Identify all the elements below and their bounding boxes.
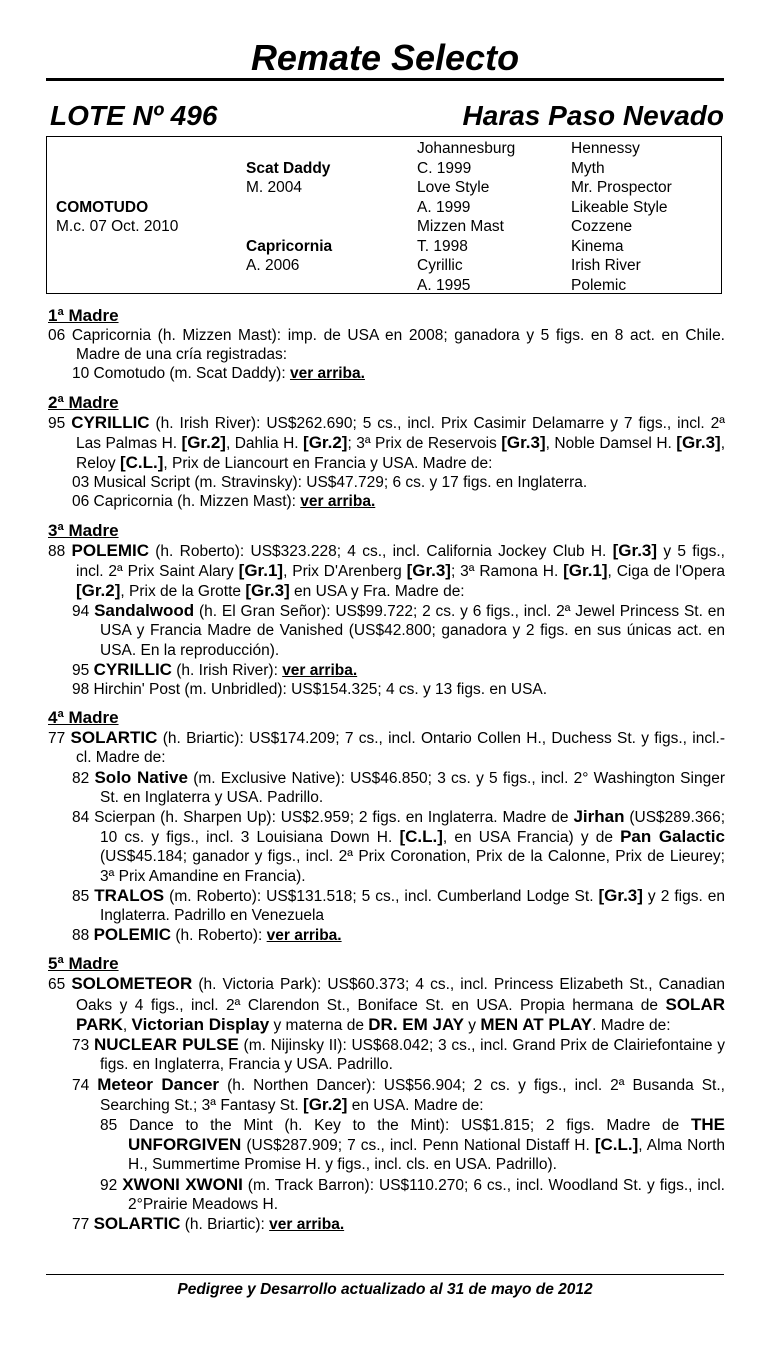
ver-arriba-link[interactable]: ver arriba. bbox=[289, 365, 365, 383]
ggp-cell: Myth bbox=[571, 160, 605, 177]
ggp-cell: Kinema bbox=[571, 238, 624, 255]
gp-cell: Cyrillic bbox=[417, 257, 463, 274]
gp-cell: C. 1999 bbox=[417, 160, 472, 177]
entry: 98 Hirchin' Post (m. Unbridled): US$154.325; 4 cs. y 13 figs. en USA. bbox=[72, 681, 548, 699]
dam-line-content bbox=[48, 305, 725, 1234]
ver-arriba-link[interactable]: ver arriba. bbox=[300, 493, 376, 511]
entry: 03 Musical Script (m. Stravinsky): US$47.729; 6 cs. y 17 figs. en Inglaterra. bbox=[72, 474, 588, 492]
entry: 82 Solo Native (m. Exclusive Native): US$46.850; 3 cs. y 5 figs., incl. 2° Washington Singer St. en Inglaterra y USA. Padrillo. bbox=[72, 767, 725, 806]
section-madre-5 bbox=[48, 953, 725, 1234]
ggp-cell: Hennessy bbox=[571, 140, 640, 157]
section-heading: 4ª Madre bbox=[48, 708, 119, 728]
page-title: Remate Selecto bbox=[250, 37, 520, 78]
entry: 85 TRALOS (m. Roberto): US$131.518; 5 cs., incl. Cumberland Lodge St. [Gr.3] y 2 figs. en Inglaterra. Padrillo en Venezuela bbox=[72, 885, 725, 925]
entry: 92 XWONI XWONI (m. Track Barron): US$110.270; 6 cs., incl. Woodland St. y figs., incl. 2°Prairie Meadows H. bbox=[100, 1174, 725, 1213]
haras-name: Haras Paso Nevado bbox=[462, 100, 724, 131]
section-heading: 1ª Madre bbox=[48, 306, 119, 325]
title-rule bbox=[46, 78, 724, 81]
sire-info: M. 2004 bbox=[246, 179, 303, 196]
horse-info: M.c. 07 Oct. 2010 bbox=[56, 218, 179, 235]
footer-rule bbox=[46, 1274, 724, 1275]
ggp-cell: Likeable Style bbox=[571, 199, 668, 216]
section-madre-4 bbox=[48, 707, 725, 945]
entry: 74 Meteor Dancer (h. Northen Dancer): US$56.904; 2 cs. y figs., incl. 2ª Busanda St., Searching St.; 3ª Fantasy St. [Gr.2] en USA. Madre de: bbox=[72, 1074, 725, 1114]
section-madre-3 bbox=[48, 520, 725, 700]
ggp-cell: Irish River bbox=[571, 257, 641, 274]
entry: 95 CYRILLIC (h. Irish River): US$262.690; 5 cs., incl. Prix Casimir Delamarre y 7 figs., incl. 2ª Las Palmas H. [Gr.2], Dahlia H. [Gr.2]; 3ª Prix de Reservois [Gr.3], Noble Damsel H. [Gr.3], Reloy [C.L.], Prix de Liancourt en Francia y USA. Madre de: bbox=[48, 412, 725, 473]
gp-cell: Mizzen Mast bbox=[417, 218, 504, 235]
entry: 06 Capricornia (h. Mizzen Mast): imp. de USA en 2008; ganadora y 5 figs. en 8 act. en Chile. Madre de una cría registradas: bbox=[48, 327, 725, 364]
section-heading: 5ª Madre bbox=[48, 954, 119, 974]
section-madre-1 bbox=[48, 305, 725, 384]
ggp-cell: Polemic bbox=[571, 277, 627, 294]
entry: 77 SOLARTIC (h. Briartic): US$174.209; 7 cs., incl. Ontario Collen H., Duchess St. y figs., incl.- cl. Madre de: bbox=[48, 728, 725, 767]
entry: 88 POLEMIC (h. Roberto): US$323.228; 4 cs., incl. California Jockey Club H. [Gr.3] y 5 figs., incl. 2ª Prix Saint Alary [Gr.1], Prix D'Arenberg [Gr.3]; 3ª Ramona H. [Gr.1], Ciga de l'Opera [Gr.2], Prix de la Grotte [Gr.3] en USA y Fra. Madre de: bbox=[48, 540, 726, 601]
ver-arriba-link[interactable]: ver arriba. bbox=[282, 661, 358, 679]
entry: 77 SOLARTIC (h. Briartic): ver arriba. bbox=[72, 1213, 345, 1233]
footer-note: Pedigree y Desarrollo actualizado al 31 de mayo de 2012 bbox=[177, 1281, 593, 1298]
entry: 94 Sandalwood (h. El Gran Señor): US$99.722; 2 cs. y 6 figs., incl. 2ª Jewel Princess St. en USA y Francia Madre de Vanished (US$42.800; ganadora y 2 figs. en sus únicas act. en USA. En la reproducción). bbox=[72, 601, 725, 659]
entry: 73 NUCLEAR PULSE (m. Nijinsky II): US$68.042; 3 cs., incl. Grand Prix de Clairiefontaine y figs. en Inglaterra, Francia y USA. Padrillo. bbox=[72, 1035, 725, 1074]
entry: 10 Comotudo (m. Scat Daddy): ver arriba. bbox=[72, 365, 365, 383]
entry: 88 POLEMIC (h. Roberto): ver arriba. bbox=[72, 925, 342, 945]
entry: 06 Capricornia (h. Mizzen Mast): ver arriba. bbox=[72, 493, 376, 511]
entry: 65 SOLOMETEOR (h. Victoria Park): US$60.373; 4 cs., incl. Princess Elizabeth St., Canadian Oaks y 4 figs., incl. 2ª Clarendon St., Boniface St. en USA. Propia hermana de SOLAR PARK, Victorian Display y materna de DR. EM JAY y MEN AT PLAY. Madre de: bbox=[48, 974, 725, 1034]
gp-cell: T. 1998 bbox=[417, 238, 468, 255]
ggp-cell: Cozzene bbox=[571, 218, 633, 235]
entry: 95 CYRILLIC (h. Irish River): ver arriba. bbox=[72, 659, 358, 679]
ver-arriba-link[interactable]: ver arriba. bbox=[266, 927, 342, 945]
gp-cell: Johannesburg bbox=[417, 140, 516, 157]
ggp-cell: Mr. Prospector bbox=[571, 179, 672, 196]
entry: 85 Dance to the Mint (h. Key to the Mint): US$1.815; 2 figs. Madre de THE UNFORGIVEN (US$287.909; 7 cs., incl. Penn National Distaff H. [C.L.], Alma North H., Summertime Promise H. y figs., incl. cls. en USA. Padrillo). bbox=[100, 1114, 726, 1174]
gp-cell: A. 1999 bbox=[417, 199, 471, 216]
ver-arriba-link[interactable]: ver arriba. bbox=[269, 1215, 345, 1233]
sire-name: Scat Daddy bbox=[246, 160, 331, 177]
section-heading: 3ª Madre bbox=[48, 520, 119, 540]
entry: 84 Scierpan (h. Sharpen Up): US$2.959; 2 figs. en Inglaterra. Madre de Jirhan (US$289.366; 10 cs. y figs., incl. 3 Louisiana Down H. [C.L.], en USA Francia) y de Pan Galactic (US$45.184; ganador y figs., incl. 2ª Prix Coronation, Prix de la Calonne, Prix de Lieurey; 3ª Prix Amandine en Francia). bbox=[72, 807, 725, 885]
gp-cell: A. 1995 bbox=[417, 277, 471, 294]
lote-number: LOTE Nº 496 bbox=[50, 100, 218, 131]
pedigree-box bbox=[46, 136, 722, 294]
dam-name: Capricornia bbox=[246, 238, 333, 255]
horse-name: COMOTUDO bbox=[56, 199, 149, 216]
section-heading: 2ª Madre bbox=[48, 392, 119, 412]
section-madre-2 bbox=[48, 392, 725, 512]
gp-cell: Love Style bbox=[417, 179, 490, 196]
dam-info: A. 2006 bbox=[246, 257, 300, 274]
